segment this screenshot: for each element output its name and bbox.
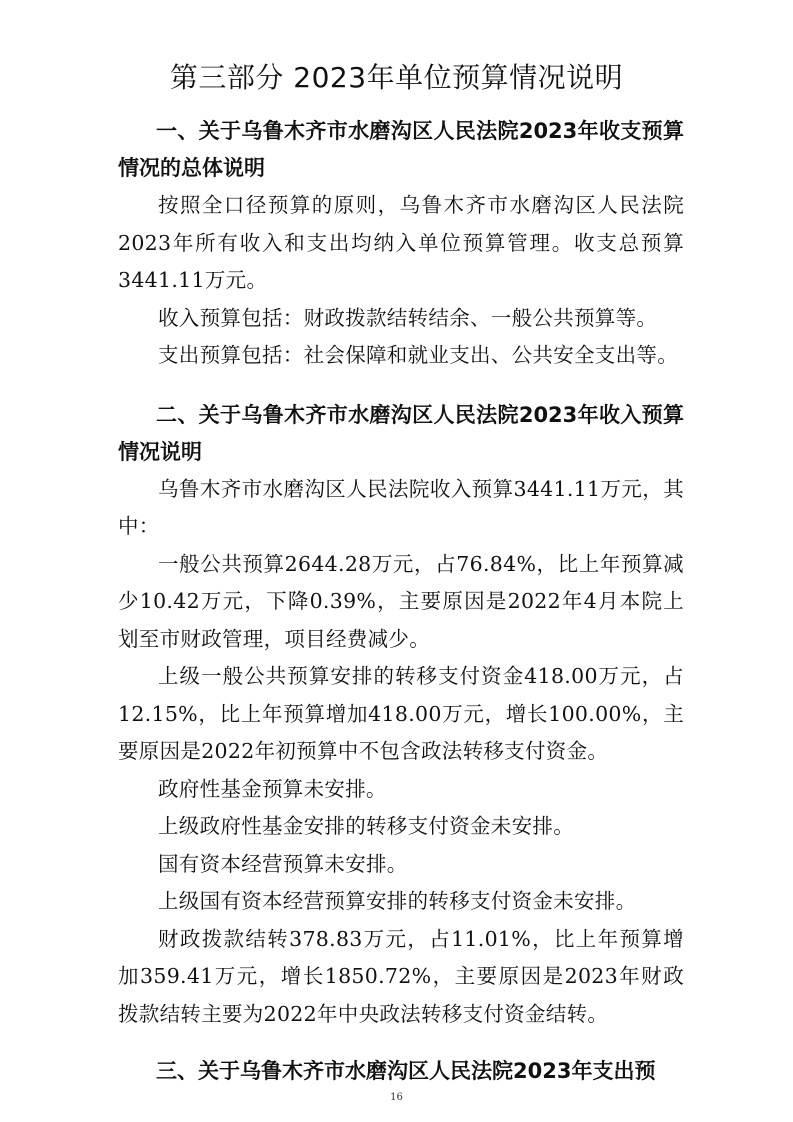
section-1-paragraph: 收入预算包括：财政拨款结转结余、一般公共预算等。 <box>158 305 658 330</box>
section-2-paragraph: 国有资本经营预算未安排。 <box>158 851 408 876</box>
page-number: 16 <box>390 1092 403 1103</box>
section-2-paragraph: 政府性基金预算未安排。 <box>158 776 387 801</box>
section-2-heading: 二、关于乌鲁木齐市水磨沟区人民法院2023年收入预算情况说明 <box>118 402 684 464</box>
section-3-heading: 三、关于乌鲁木齐市水磨沟区人民法院2023年支出预 <box>156 1059 656 1083</box>
section-spacer <box>118 1033 684 1053</box>
section-1-paragraph: 支出预算包括：社会保障和就业支出、公共安全支出等。 <box>158 343 678 367</box>
document-body <box>118 113 684 1090</box>
section-1-paragraph: 按照全口径预算的原则，乌鲁木齐市水磨沟区人民法院2023年所有收入和支出均纳入单位预算管理。收支总预算3441.11万元。 <box>118 193 684 292</box>
page-title: 第三部分 2023年单位预算情况说明 <box>169 61 624 94</box>
section-2-paragraph: 上级一般公共预算安排的转移支付资金418.00万元，占12.15%，比上年预算增加418.00万元，增长100.00%，主要原因是2022年初预算中不包含政法转移支付资金。 <box>118 664 684 763</box>
section-spacer <box>118 375 684 397</box>
section-2-paragraph: 一般公共预算2644.28万元，占76.84%，比上年预算减少10.42万元，下降0.39%，主要原因是2022年4月本院上划至市财政管理，项目经费减少。 <box>118 551 684 651</box>
section-2-paragraph: 上级政府性基金安排的转移支付资金未安排。 <box>158 814 574 838</box>
section-1-heading: 一、关于乌鲁木齐市水磨沟区人民法院2023年收支预算情况的总体说明 <box>118 119 684 180</box>
section-2-paragraph: 财政拨款结转378.83万元，占11.01%，比上年预算增加359.41万元，增长1850.72%，主要原因是2023年财政拨款结转主要为2022年中央政法转移支付资金结转。 <box>118 926 684 1026</box>
section-2-paragraph: 上级国有资本经营预算安排的转移支付资金未安排。 <box>158 889 637 913</box>
section-2-paragraph: 乌鲁木齐市水磨沟区人民法院收入预算3441.11万元，其中： <box>118 476 684 538</box>
